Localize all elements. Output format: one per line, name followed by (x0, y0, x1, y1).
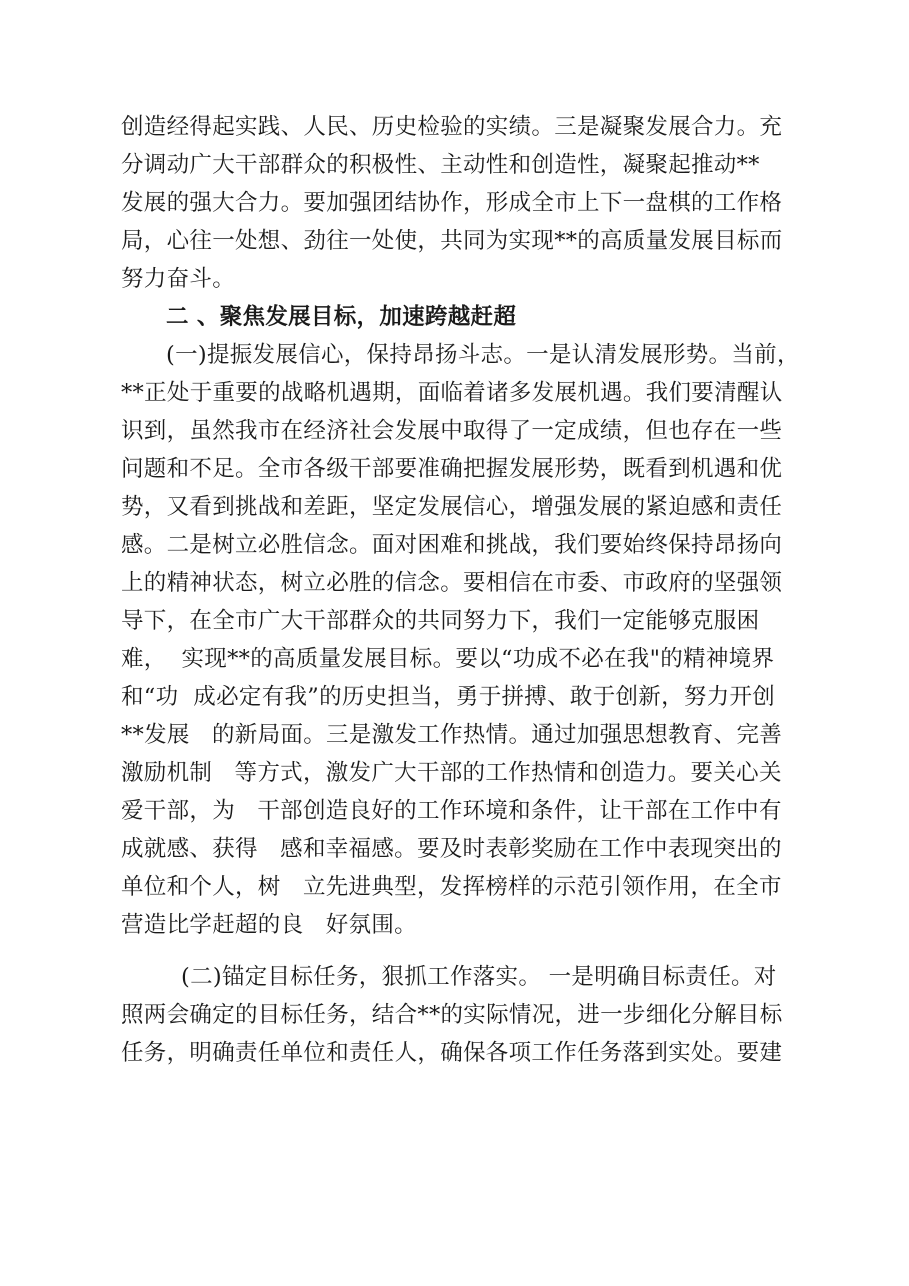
paragraph-line: 发展的强大合力。要加强团结协作，形成全市上下一盘棋的工作格 (121, 190, 783, 216)
paragraph-line: **正处于重要的战略机遇期，面临着诸多发展机遇。我们要清醒认 (121, 380, 783, 406)
paragraph-line: 难， 实现**的高质量发展目标。要以“功成不必在我"的精神境界 (121, 646, 775, 672)
paragraph-line: **发展 的新局面。三是激发工作热情。通过加强思想教育、完善 (121, 722, 783, 748)
paragraph-line: 局，心往一处想、劲往一处使，共同为实现**的高质量发展目标而 (121, 228, 783, 254)
paragraph-line: 营造比学赶超的良 好氛围。 (121, 912, 417, 938)
paragraph-line: 分调动广大干部群众的积极性、主动性和创造性，凝聚起推动** (121, 152, 760, 178)
paragraph-line: 照两会确定的目标任务，结合**的实际情况，进一步细化分解目标 (121, 1002, 783, 1028)
paragraph-line: 上的精神状态，树立必胜的信念。要相信在市委、市政府的坚强领 (121, 570, 783, 596)
paragraph-line: 单位和个人，树 立先进典型，发挥榜样的示范引领作用，在全市 (121, 874, 782, 900)
paragraph-line: 势，又看到挑战和差距，坚定发展信心，增强发展的紧迫感和责任 (121, 494, 783, 520)
paragraph-line: (一)提振发展信心，保持昂扬斗志。一是认清发展形势。当前， (166, 342, 800, 368)
paragraph-line: 和“功 成必定有我”的历史担当，勇于拼搏、敢于创新，努力开创 (121, 684, 776, 710)
paragraph-line: 成就感、获得 感和幸福感。要及时表彰奖励在工作中表现突出的 (121, 836, 782, 862)
paragraph-line: 感。二是树立必胜信念。面对困难和挑战，我们要始终保持昂扬向 (121, 532, 783, 558)
paragraph-line: 努力奋斗。 (121, 266, 236, 292)
section-heading: 二 、聚焦发展目标，加速跨越赶超 (166, 304, 517, 330)
paragraph-line: (二)锚定目标任务，狠抓工作落实。 一是明确目标责任。对 (181, 964, 777, 990)
paragraph-line: 任务，明确责任单位和责任人，确保各项工作任务落到实处。要建 (121, 1040, 783, 1066)
paragraph-line: 识到，虽然我市在经济社会发展中取得了一定成绩，但也存在一些 (121, 418, 783, 444)
paragraph-line: 激励机制 等方式，激发广大干部的工作热情和创造力。要关心关 (121, 760, 782, 786)
paragraph-line: 爱干部，为 干部创造良好的工作环境和条件，让干部在工作中有 (121, 798, 782, 824)
paragraph-line: 问题和不足。全市各级干部要准确把握发展形势，既看到机遇和优 (121, 456, 783, 482)
paragraph-line: 创造经得起实践、人民、历史检验的实绩。三是凝聚发展合力。充 (121, 114, 783, 140)
paragraph-line: 导下，在全市广大干部群众的共同努力下，我们一定能够克服困 (121, 608, 760, 634)
